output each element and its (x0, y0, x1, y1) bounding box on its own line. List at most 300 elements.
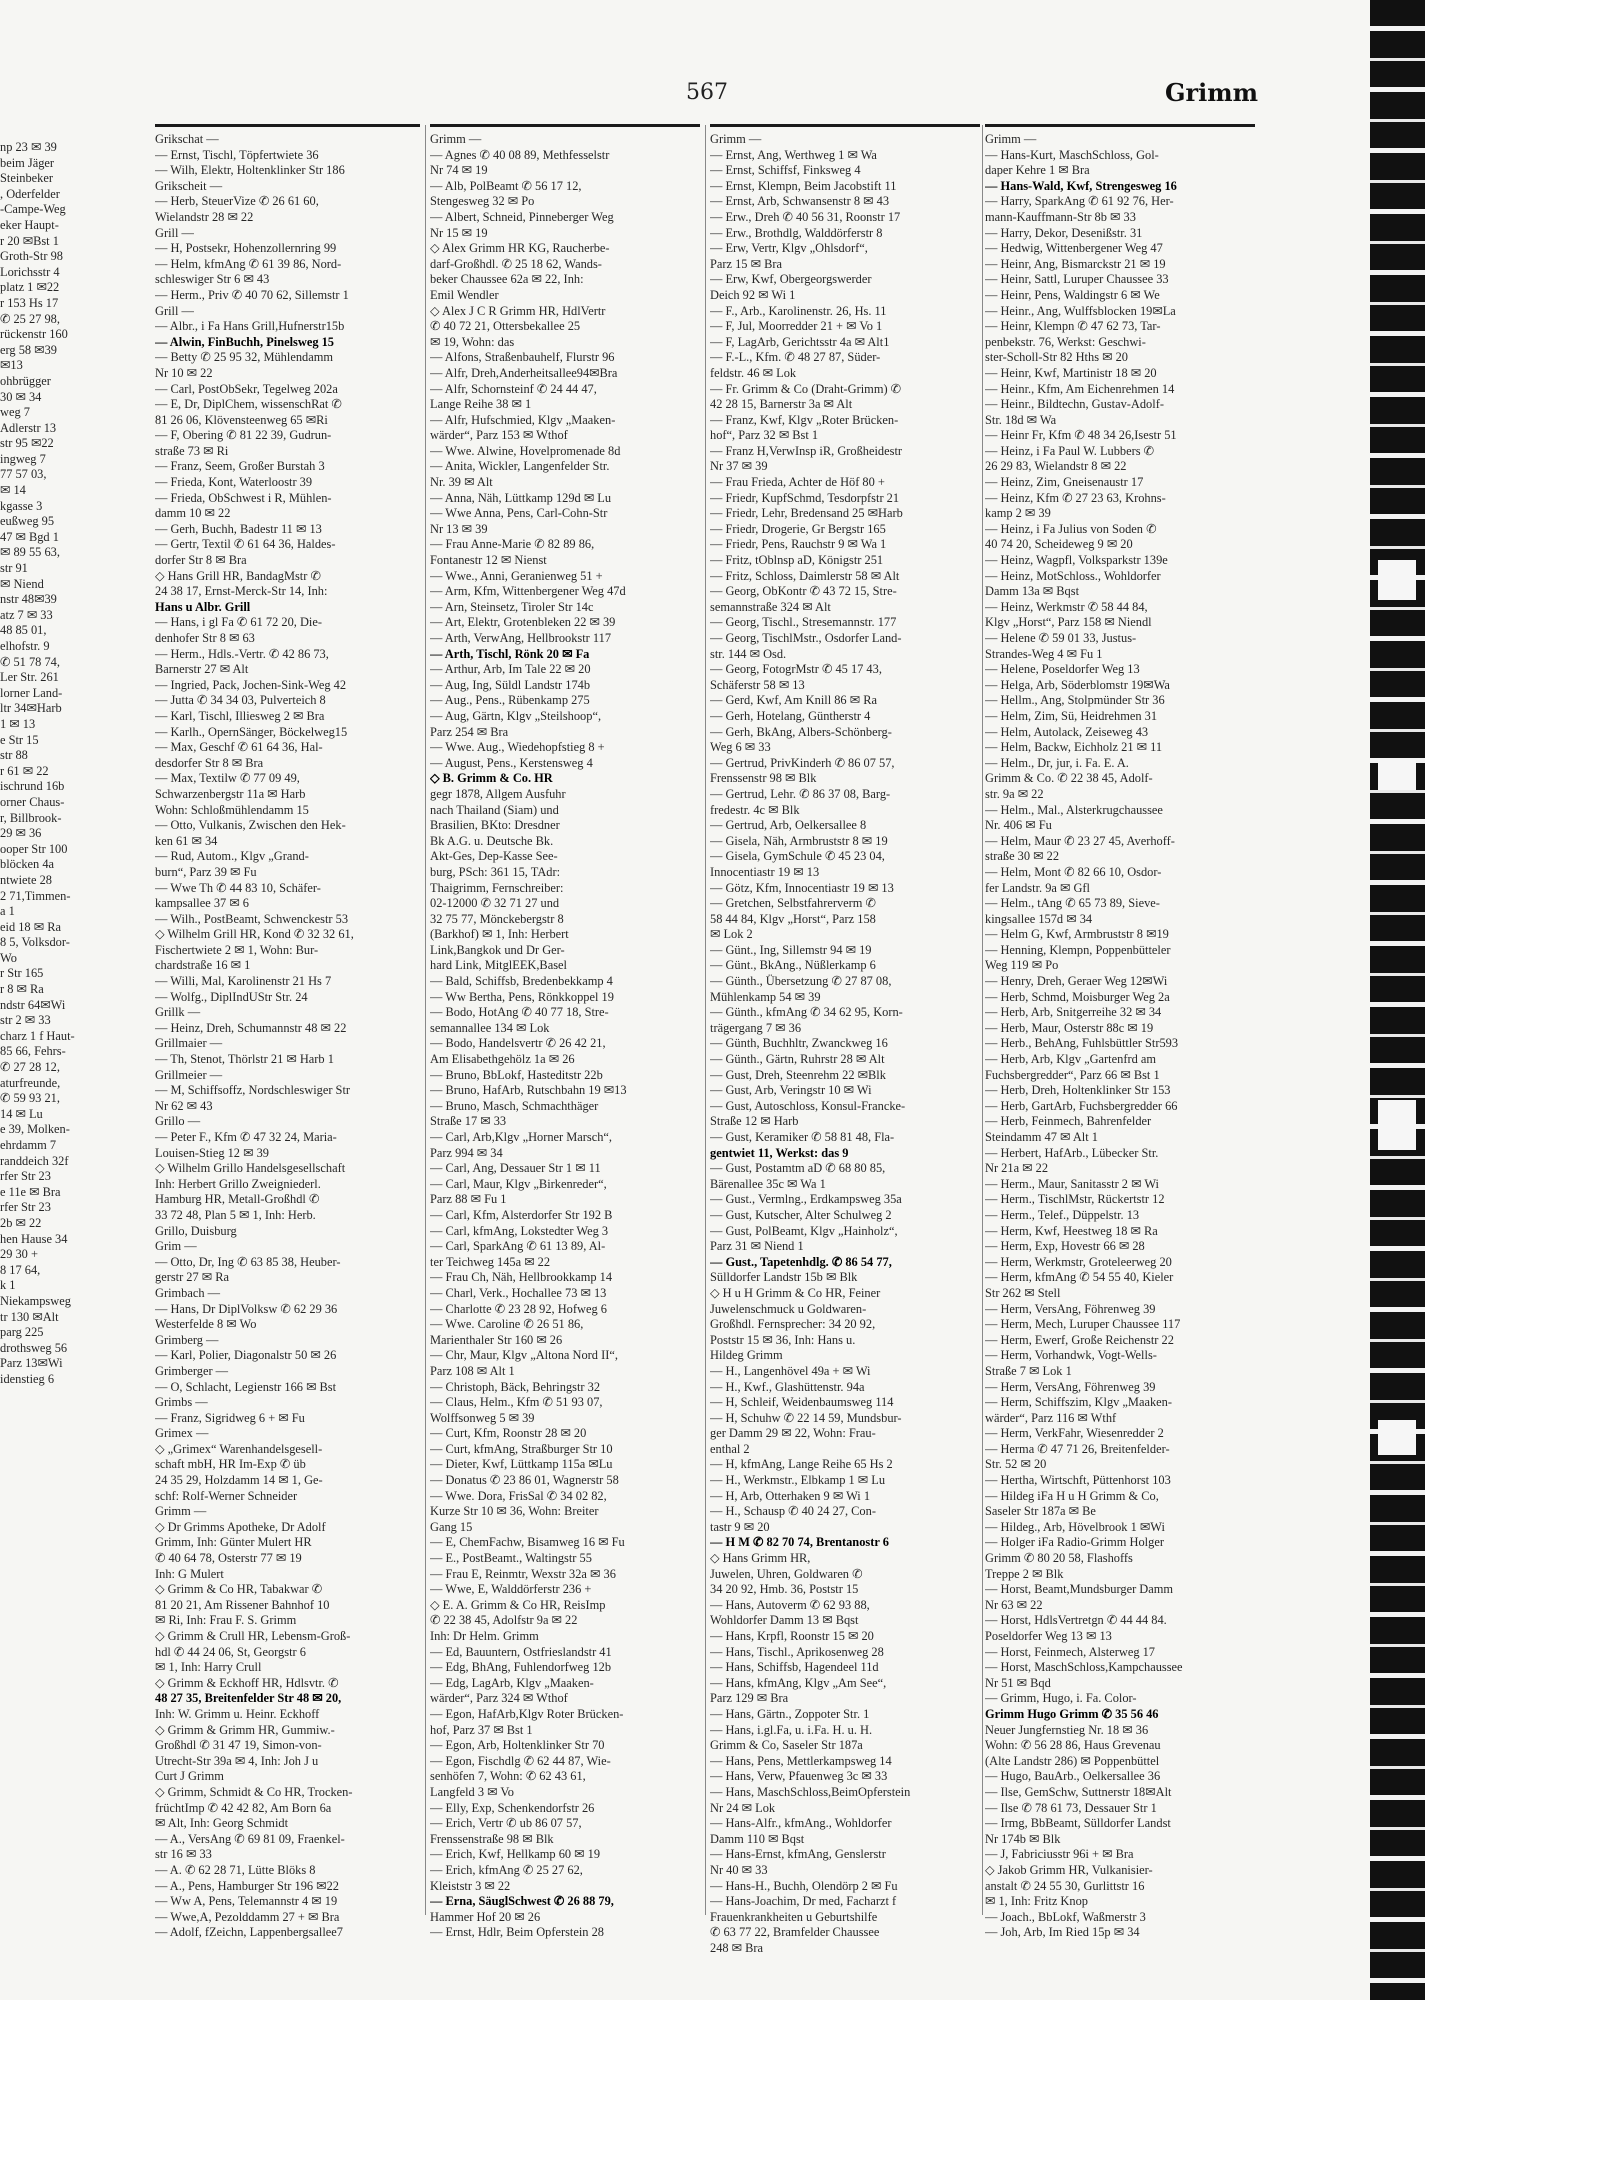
directory-line: Grimm — (155, 1504, 207, 1519)
directory-line: — Gust, Dreh, Steenrehm 22 ✉Blk (710, 1067, 886, 1082)
directory-line: Poststr 15 ✉ 36, Inh: Hans u. (710, 1332, 856, 1347)
directory-line: Steinbeker (0, 171, 53, 186)
directory-line: — Herb., BehAng, Fuhlsbüttler Str593 (985, 1036, 1179, 1051)
directory-line: — Helm, Autolack, Zeiseweg 43 (985, 724, 1149, 739)
directory-line: Grill — (155, 303, 194, 318)
directory-line: — Hans, Schiffsb, Hagendeel 11d (710, 1660, 879, 1675)
directory-line: r, Billbrook- (0, 810, 62, 825)
directory-line: — Art, Elektr, Grotenbleken 22 ✉ 39 (430, 615, 616, 630)
directory-line: Parz 994 ✉ 34 (430, 1145, 503, 1160)
directory-line: — Edg, BhAng, Fuhlendorfweg 12b (430, 1660, 612, 1675)
directory-line: str. 9a ✉ 22 (985, 786, 1044, 801)
directory-line: 26 29 83, Wielandstr 8 ✉ 22 (985, 459, 1127, 474)
directory-line: — Carl, Kfm, Alsterdorfer Str 192 B (430, 1207, 613, 1222)
directory-line: Neuer Jungfernstieg Nr. 18 ✉ 36 (985, 1722, 1149, 1737)
directory-line: — Gertrud, Arb, Oelkersallee 8 (710, 818, 867, 833)
directory-line: ✉ 1, Inh: Harry Crull (155, 1660, 262, 1675)
directory-line: Akt-Ges, Dep-Kasse See- (430, 849, 558, 864)
directory-line: — Bodo, HotAng ✆ 40 77 18, Stre- (430, 1005, 609, 1020)
directory-line: Thaigrimm, Fernschreiber: (430, 880, 564, 895)
directory-line: — Gerd, Kwf, Am Knill 86 ✉ Ra (710, 693, 877, 708)
directory-line: — A., VersAng ✆ 69 81 09, Fraenkel- (155, 1831, 345, 1846)
directory-line: Grillmeier — (155, 1067, 223, 1082)
directory-line: — Franz, Kwf, Klgv „Roter Brücken- (710, 412, 899, 427)
directory-line: — Heinz, i Fa Paul W. Lubbers ✆ (985, 443, 1155, 458)
directory-line: Wolffsonweg 5 ✉ 39 (430, 1410, 535, 1425)
directory-line: kgasse 3 (0, 498, 43, 513)
directory-line: — Herb, SteuerVize ✆ 26 61 60, (155, 194, 319, 209)
directory-line: (Barkhof) ✉ 1, Inh: Herbert (430, 927, 569, 942)
directory-line: ◇ Alex Grimm HR KG, Raucherbe- (430, 241, 610, 256)
directory-line: r 153 Hs 17 (0, 295, 59, 310)
directory-line: — Erw., Brothdlg, Walddörferstr 8 (710, 225, 883, 240)
directory-line: parg 225 (0, 1325, 44, 1340)
directory-line: Nr 74 ✉ 19 (430, 163, 488, 178)
directory-line: desdorfer Str 8 ✉ Bra (155, 755, 264, 770)
directory-line: — Herm, kfmAng ✆ 54 55 40, Kieler (985, 1270, 1174, 1285)
directory-line: — Hans, Tischl., Aprikosenweg 28 (710, 1644, 884, 1659)
directory-line: senhöfen 7, Wohn: ✆ 62 43 61, (430, 1769, 586, 1784)
directory-line: 24 35 29, Holzdamm 14 ✉ 1, Ge- (155, 1473, 323, 1488)
directory-line: Grillmaier — (155, 1036, 223, 1051)
directory-line: — O, Schlacht, Legienstr 166 ✉ Bst (155, 1379, 337, 1394)
directory-line: — H., Langenhövel 49a + ✉ Wi (710, 1363, 871, 1378)
directory-line: — Aug, Gärtn, Klgv „Steilshoop“, (430, 708, 602, 723)
directory-line: — Gertrud, Lehr. ✆ 86 37 08, Barg- (710, 786, 891, 801)
directory-line: ◇ Grimm & Crull HR, Lebensm-Groß- (155, 1629, 351, 1643)
directory-line: — Günth., Gärtn, Ruhrstr 28 ✉ Alt (710, 1052, 885, 1067)
directory-line: — Gust, Kutscher, Alter Schulweg 2 (710, 1207, 892, 1222)
directory-line: Hamburg HR, Metall-Großhdl ✆ (155, 1192, 320, 1207)
directory-line: ✉ 19, Wohn: das (430, 334, 515, 349)
directory-line: fer Landstr. 9a ✉ Gfl (985, 880, 1090, 895)
directory-line: — H, Schleif, Weidenbaumsweg 114 (710, 1395, 894, 1410)
directory-line: — Max, Textilw ✆ 77 09 49, (155, 771, 300, 786)
directory-line: — Herma ✆ 47 71 26, Breitenfelder- (985, 1441, 1170, 1456)
directory-line: ✉ Alt, Inh: Georg Schmidt (155, 1816, 289, 1831)
directory-line: str. 144 ✉ Osd. (710, 646, 787, 661)
directory-line: ✉ 89 55 63, (0, 545, 60, 560)
header-rule (430, 124, 700, 127)
directory-line: — Gust, Postamtm aD ✆ 68 80 85, (710, 1161, 886, 1176)
directory-column-2 (430, 132, 700, 1941)
directory-line: Link,Bangkok und Dr Ger- (430, 942, 565, 957)
directory-line: — F, Jul, Moorredder 21 + ✉ Vo 1 (710, 319, 883, 334)
directory-line: ◇ Grimm & Eckhoff HR, Hdlsvtr. ✆ (155, 1675, 339, 1690)
directory-line: — Hans, Autoverm ✆ 62 93 88, (710, 1597, 870, 1612)
directory-line: Grikschat — (155, 132, 219, 146)
directory-line: kampsallee 37 ✉ 6 (155, 896, 249, 911)
directory-line: schf: Rolf-Werner Schneider (155, 1488, 298, 1503)
directory-line: — Herbert, HafArb., Lübecker Str. (985, 1145, 1159, 1160)
directory-line: — Ww Bertha, Pens, Rönkkoppel 19 (430, 989, 614, 1004)
directory-line: — Helm, Backw, Eichholz 21 ✉ 11 (985, 740, 1163, 755)
directory-line: Nr 174b ✉ Blk (985, 1831, 1061, 1846)
directory-line: — Herb, Arb, Klgv „Gartenfrd am (985, 1052, 1157, 1067)
directory-line: — Irmg, BbBeamt, Sülldorfer Landst (985, 1816, 1171, 1831)
directory-line: — Helene ✆ 59 01 33, Justus- (985, 631, 1137, 645)
directory-line: — A. ✆ 62 28 71, Lütte Blöks 8 (155, 1862, 316, 1877)
directory-line: ✆ 25 27 98, (0, 311, 60, 326)
directory-line: tr 130 ✉Alt (0, 1309, 59, 1324)
directory-line: — Herm., Priv ✆ 40 70 62, Sillemstr 1 (155, 287, 349, 302)
directory-line: — Carl, SparkAng ✆ 61 13 89, Al- (430, 1239, 606, 1254)
directory-line: dorfer Str 8 ✉ Bra (155, 553, 247, 568)
directory-line: rfer Str 23 (0, 1169, 51, 1184)
directory-line: Stengesweg 32 ✉ Po (430, 194, 535, 209)
directory-line: Wohn: Schloßmühlendamm 15 (155, 802, 309, 817)
directory-line: drothsweg 56 (0, 1340, 68, 1355)
directory-line: Juwelen, Uhren, Goldwaren ✆ (710, 1566, 863, 1581)
directory-line: feldstr. 46 ✉ Lok (710, 365, 797, 380)
directory-column-4 (985, 132, 1255, 1941)
directory-line: -Campe-Weg (0, 202, 66, 217)
directory-line: Ler Str. 261 (0, 670, 59, 685)
directory-line: — Wwe. Dora, FrisSal ✆ 34 02 82, (430, 1488, 607, 1503)
directory-line: wärder“, Parz 116 ✉ Wthf (985, 1410, 1117, 1425)
directory-line: — Hans, Pens, Mettlerkampsweg 14 (710, 1753, 892, 1768)
directory-line: Hans u Albr. Grill (155, 599, 251, 614)
directory-line: — Wwe, E, Walddörferstr 236 + (430, 1582, 592, 1597)
directory-line: Nr 51 ✉ Bqd (985, 1675, 1051, 1690)
directory-line: — E, Dr, DiplChem, wissenschRat ✆ (155, 397, 342, 412)
directory-line: — Charlotte ✆ 23 28 92, Hofweg 6 (430, 1301, 607, 1316)
directory-line: Brasilien, BKto: Dresdner (430, 818, 560, 833)
header-rule (985, 124, 1255, 127)
directory-line: Niekampsweg (0, 1293, 71, 1308)
directory-line: Schwarzenbergstr 11a ✉ Harb (155, 786, 306, 801)
directory-line: Adlerstr 13 (0, 420, 57, 435)
directory-line: — Friedr, KupfSchmd, Tesdorpfstr 21 (710, 490, 900, 505)
directory-line: — Georg, TischlMstr., Osdorfer Land- (710, 631, 902, 645)
directory-line: ◇ „Grimex“ Warenhandelsgesell- (155, 1441, 323, 1456)
directory-line: tastr 9 ✉ 20 (710, 1519, 770, 1534)
directory-line: — Claus, Helm., Kfm ✆ 51 93 07, (430, 1395, 603, 1410)
directory-line: — Heinr., Bildtechn, Gustav-Adolf- (985, 397, 1164, 412)
directory-line: Grillo — (155, 1114, 201, 1129)
directory-line: — Hans, i.gl.Fa, u. i.Fa. H. u. H. (710, 1722, 873, 1737)
directory-line: Nr 40 ✉ 33 (710, 1862, 768, 1877)
directory-line: Parz 31 ✉ Niend 1 (710, 1239, 804, 1254)
directory-line: Grikscheit — (155, 178, 223, 193)
directory-line: ✆ 40 64 78, Osterstr 77 ✉ 19 (155, 1551, 302, 1566)
directory-line: ehrdamm 7 (0, 1138, 57, 1152)
directory-line: atz 7 ✉ 33 (0, 607, 53, 622)
directory-line: — Aug, Ing, Süldl Landstr 174b (430, 677, 591, 692)
directory-line: str 16 ✉ 33 (155, 1847, 212, 1862)
directory-line: ✉ Lok 2 (710, 927, 753, 942)
directory-line: — Henry, Dreh, Geraer Weg 12✉Wi (985, 974, 1168, 989)
directory-line: Grimm ✆ 80 20 58, Flashoffs (985, 1551, 1133, 1566)
directory-line: — Wwe. Alwine, Hovelpromenade 8d (430, 443, 621, 458)
directory-line: — Gertrud, PrivKinderh ✆ 86 07 57, (710, 755, 895, 770)
directory-line: — Agnes ✆ 40 08 89, Methfesselstr (430, 147, 610, 162)
directory-line: — E., PostBeamt., Waltingstr 55 (430, 1551, 592, 1566)
directory-line: — Karlh., OpernSänger, Böckelweg15 (155, 724, 348, 739)
directory-line: ◇ Grimm & Co HR, Tabakwar ✆ (155, 1582, 323, 1597)
directory-line: — Hans-H., Buchh, Olendörp 2 ✉ Fu (710, 1878, 898, 1893)
directory-line: — Herm, VersAng, Föhrenweg 39 (985, 1301, 1156, 1316)
directory-line: — Donatus ✆ 23 86 01, Wagnerstr 58 (430, 1473, 619, 1488)
directory-line: Sülldorfer Landstr 15b ✉ Blk (710, 1270, 858, 1285)
directory-line: Inh: Herbert Grillo Zweigniederl. (155, 1176, 321, 1191)
directory-line: semannstraße 324 ✉ Alt (710, 599, 831, 614)
directory-line: — Bruno, Masch, Schmachthäger (430, 1098, 599, 1113)
directory-line: — Hellm., Ang, Stolpmünder Str 36 (985, 693, 1165, 708)
directory-line: Wielandstr 28 ✉ 22 (155, 209, 254, 224)
directory-line: weg 7 (0, 405, 30, 420)
directory-line: Schäferstr 58 ✉ 13 (710, 677, 805, 692)
directory-line: idenstieg 6 (0, 1371, 55, 1386)
directory-line: Str 262 ✉ Stell (985, 1285, 1061, 1300)
directory-line: — Herb, Schmd, Moisburger Weg 2a (985, 989, 1170, 1004)
directory-line: — Ernst, Schiffsf, Finksweg 4 (710, 163, 861, 178)
directory-line: — Arth, VerwAng, Hellbrookstr 117 (430, 631, 612, 645)
directory-line: — Hedwig, Wittenbergener Weg 47 (985, 241, 1163, 256)
directory-line: r 61 ✉ 22 (0, 763, 49, 778)
directory-line: — Hans, Krpfl, Roonstr 15 ✉ 20 (710, 1629, 874, 1643)
directory-line: — Alwin, FinBuchh, Pinelsweg 15 (155, 334, 335, 349)
directory-line: — Gisela, Näh, Armbruststr 8 ✉ 19 (710, 833, 888, 848)
directory-line: — August, Pens., Kerstensweg 4 (430, 755, 593, 770)
directory-line: — Ed, Bauuntern, Ostfrieslandstr 41 (430, 1644, 612, 1659)
directory-line: — Carl, kfmAng, Lokstedter Weg 3 (430, 1223, 609, 1238)
directory-line: — Herb, GartArb, Fuchsbergredder 66 (985, 1098, 1178, 1113)
directory-line: — Helm, Maur ✆ 23 27 45, Averhoff- (985, 833, 1175, 848)
directory-line: 58 44 84, Klgv „Horst“, Parz 158 (710, 911, 876, 926)
directory-line: , Oderfelder (0, 186, 60, 201)
directory-line: — Alb, PolBeamt ✆ 56 17 12, (430, 178, 582, 193)
cropped-left-column (0, 140, 88, 1388)
directory-line: — Herm, Mech, Luruper Chaussee 117 (985, 1317, 1181, 1332)
directory-line: Kurze Str 10 ✉ 36, Wohn: Breiter (430, 1504, 599, 1519)
directory-line: kamp 2 ✉ 39 (985, 506, 1051, 521)
directory-line: — Anita, Wickler, Langenfelder Str. (430, 459, 610, 474)
directory-line: Nr 63 ✉ 22 (985, 1597, 1043, 1612)
directory-line: str 95 ✉22 (0, 436, 54, 451)
directory-line: str 88 (0, 748, 28, 763)
directory-line: r 8 ✉ Ra (0, 982, 44, 997)
directory-line: straße 30 ✉ 22 (985, 849, 1060, 864)
directory-line: — Herm, Kwf, Heestweg 18 ✉ Ra (985, 1223, 1158, 1238)
directory-line: — Frieda, ObSchwest i R, Mühlen- (155, 490, 332, 505)
directory-line: ger Damm 29 ✉ 22, Wohn: Frau- (710, 1426, 876, 1441)
directory-line: Inh: W. Grimm u. Heinr. Eckhoff (155, 1706, 320, 1721)
directory-line: Hammer Hof 20 ✉ 26 (430, 1909, 541, 1924)
directory-line: — Herb, Arb, Snitgerreihe 32 ✉ 34 (985, 1005, 1162, 1020)
directory-line: 32 75 77, Mönckebergstr 8 (430, 911, 564, 926)
directory-line: — Fr. Grimm & Co (Draht-Grimm) ✆ (710, 381, 902, 396)
directory-line: charz 1 f Haut- (0, 1028, 75, 1043)
directory-line: — Günth, Buchhltr, Zwanckweg 16 (710, 1036, 888, 1051)
directory-line: ◇ Wilhelm Grillo Handelsgesellschaft (155, 1161, 346, 1176)
directory-line: — Georg, ObKontr ✆ 43 72 15, Stre- (710, 584, 897, 599)
directory-line: ✆ 22 38 45, Adolfstr 9a ✉ 22 (430, 1613, 578, 1628)
directory-line: — Grimm, Hugo, i. Fa. Color- (985, 1691, 1137, 1706)
directory-line: wärder“, Parz 153 ✉ Wthof (430, 428, 568, 443)
directory-line: — Frau Ch, Näh, Hellbrookkamp 14 (430, 1270, 613, 1285)
directory-line: gerstr 27 ✉ Ra (155, 1270, 230, 1285)
running-head: Grimm (1165, 78, 1259, 107)
directory-line: — Horst, HdlsVertretgn ✆ 44 44 84. (985, 1613, 1167, 1628)
directory-line: — Herb, Dreh, Holtenklinker Str 153 (985, 1083, 1171, 1098)
directory-line: rückenstr 160 (0, 327, 68, 342)
directory-line: — Otto, Vulkanis, Zwischen den Hek- (155, 818, 346, 833)
directory-column-1 (155, 132, 420, 1941)
directory-line: ischrund 16b (0, 779, 65, 794)
directory-line: — M, Schiffsoffz, Nordschleswiger Str (155, 1083, 351, 1098)
directory-line: Frauenkrankheiten u Geburtshilfe (710, 1909, 878, 1924)
directory-line: — Franz, Seem, Großer Burstah 3 (155, 459, 325, 474)
directory-line: — Dieter, Kwf, Lüttkamp 115a ✉Lu (430, 1457, 613, 1472)
directory-line: 248 ✉ Bra (710, 1940, 764, 1955)
directory-line: 1 ✉ 13 (0, 716, 36, 731)
directory-line: Poseldorfer Weg 13 ✉ 13 (985, 1629, 1112, 1643)
directory-line: — Gust, Autoschloss, Konsul-Francke- (710, 1098, 906, 1113)
directory-line: trägergang 7 ✉ 36 (710, 1020, 802, 1035)
directory-line: — Edg, LagArb, Klgv „Maaken- (430, 1675, 594, 1690)
directory-line: Fuchsbergredder“, Parz 66 ✉ Bst 1 (985, 1067, 1160, 1082)
directory-line: schaft mbH, HR Im-Exp ✆ üb (155, 1457, 306, 1472)
directory-line: — Erw, Kwf, Obergeorgswerder (710, 272, 872, 287)
directory-line: — Gust, PolBeamt, Klgv „Hainholz“, (710, 1223, 898, 1238)
directory-line: str 91 (0, 561, 28, 576)
directory-line: Nr 10 ✉ 22 (155, 365, 213, 380)
directory-line: — Erich, kfmAng ✆ 25 27 62, (430, 1862, 583, 1877)
directory-line: — Christoph, Bäck, Behringstr 32 (430, 1379, 601, 1394)
directory-line: — Franz, Sigridweg 6 + ✉ Fu (155, 1410, 305, 1425)
directory-line: — Helm., tAng ✆ 65 73 89, Sieve- (985, 896, 1160, 911)
directory-line: — Helene, Poseldorfer Weg 13 (985, 662, 1140, 677)
directory-line: 47 ✉ Bgd 1 (0, 529, 59, 544)
directory-line: rfer Str 23 (0, 1200, 51, 1215)
directory-line: 29 ✉ 36 (0, 826, 42, 841)
directory-line: Grimm, Inh: Günter Mulert HR (155, 1535, 312, 1550)
directory-line: Nr. 39 ✉ Alt (430, 475, 493, 490)
directory-line: — Hildeg., Arb, Hövelbrook 1 ✉Wi (985, 1519, 1165, 1534)
directory-line: Nr. 406 ✉ Fu (985, 818, 1052, 833)
directory-line: e 39, Molken- (0, 1122, 70, 1137)
directory-line: Parz 129 ✉ Bra (710, 1691, 789, 1706)
directory-line: ✉ Niend (0, 576, 44, 591)
directory-line: blöcken 4a (0, 857, 55, 872)
directory-line: — Wwe Anna, Pens, Carl-Cohn-Str (430, 506, 608, 521)
directory-line: — Wwe. Caroline ✆ 26 51 86, (430, 1317, 584, 1332)
directory-line: Grimm — (985, 132, 1037, 146)
directory-line: — Horst, Feinmech, Alsterweg 17 (985, 1644, 1156, 1659)
directory-line: Saseler Str 187a ✉ Be (985, 1504, 1096, 1519)
directory-line: — Arn, Steinsetz, Tiroler Str 14c (430, 599, 594, 614)
directory-line: Steindamm 47 ✉ Alt 1 (985, 1130, 1098, 1144)
column-divider (425, 125, 426, 1915)
directory-line: — Arthur, Arb, Im Tale 22 ✉ 20 (430, 662, 591, 677)
directory-line: enthal 2 (710, 1441, 750, 1456)
directory-line: denhofer Str 8 ✉ 63 (155, 631, 255, 645)
directory-line: Wohldorfer Damm 13 ✉ Bqst (710, 1613, 859, 1628)
directory-column-3 (710, 132, 980, 1956)
directory-line: — Hugo, BauArb., Oelkersallee 36 (985, 1769, 1161, 1784)
directory-line: Groth-Str 98 (0, 249, 63, 264)
directory-line: 48 27 35, Breitenfelder Str 48 ✉ 20, (155, 1691, 342, 1706)
directory-line: ✉ 14 (0, 483, 26, 498)
directory-line: Grimberger — (155, 1363, 229, 1378)
directory-line: — Herm, Vorhandwk, Vogt-Wells- (985, 1348, 1157, 1363)
directory-line: — Holger iFa Radio-Grimm Holger (985, 1535, 1164, 1550)
directory-line: Weg 6 ✉ 33 (710, 740, 771, 755)
directory-line: — Heinz, Zim, Gneisenaustr 17 (985, 475, 1144, 490)
directory-line: erg 58 ✉39 (0, 342, 57, 357)
directory-line: 77 57 03, (0, 467, 47, 482)
directory-line: — Alfr, Hufschmied, Klgv „Maaken- (430, 412, 616, 427)
directory-line: straße 73 ✉ Ri (155, 443, 229, 458)
directory-line: — Frau Frieda, Achter de Höf 80 + (710, 475, 885, 490)
directory-line: 40 74 20, Scheideweg 9 ✉ 20 (985, 537, 1133, 552)
directory-line: — Helga, Arb, Söderblomstr 19✉Wa (985, 677, 1170, 692)
directory-line: — Chr, Maur, Klgv „Altona Nord II“, (430, 1348, 618, 1363)
directory-line: Parz 13✉Wi (0, 1356, 63, 1371)
directory-line: Frenssenstr 98 ✉ Blk (710, 771, 817, 786)
directory-line: — Friedr, Pens, Rauchstr 9 ✉ Wa 1 (710, 537, 887, 552)
directory-line: — Carl, Arb,Klgv „Horner Marsch“, (430, 1130, 613, 1144)
directory-line: Str. 18d ✉ Wa (985, 412, 1057, 427)
directory-line: — Joach., BbLokf, Waßmerstr 3 (985, 1909, 1146, 1924)
directory-line: Langfeld 3 ✉ Vo (430, 1784, 514, 1799)
directory-line: lorner Land- (0, 685, 63, 700)
column-divider (705, 125, 706, 1915)
directory-line: — Albert, Schneid, Pinneberger Weg (430, 209, 614, 224)
directory-line: — Herm, VerkFahr, Wiesenredder 2 (985, 1426, 1164, 1441)
directory-line: — Albr., i Fa Hans Grill,Hufnerstr15b (155, 319, 345, 334)
directory-line: — Betty ✆ 25 95 32, Mühlendamm (155, 350, 333, 365)
directory-line: — Hildeg iFa H u H Grimm & Co, (985, 1488, 1159, 1503)
directory-line: daper Kehre 1 ✉ Bra (985, 163, 1090, 178)
directory-line: — Hans-Joachim, Dr med, Facharzt f (710, 1894, 897, 1909)
directory-line: ✉13 (0, 358, 23, 373)
directory-line: 8 17 64, (0, 1262, 41, 1277)
directory-line: — Wwe,A, Pezolddamm 27 + ✉ Bra (155, 1909, 340, 1924)
directory-line: Gang 15 (430, 1519, 473, 1534)
directory-line: Utrecht-Str 39a ✉ 4, Inh: Joh J u (155, 1753, 319, 1768)
directory-line: — Max, Geschf ✆ 61 64 36, Hal- (155, 740, 323, 755)
directory-line: ◇ Dr Grimms Apotheke, Dr Adolf (155, 1519, 326, 1534)
directory-line: — Bruno, HafArb, Rutschbahn 19 ✉13 (430, 1083, 627, 1098)
directory-line: ◇ Grimm, Schmidt & Co HR, Trocken- (155, 1784, 353, 1799)
directory-line: Großhdl. Fernsprecher: 34 20 92, (710, 1317, 876, 1332)
directory-line: ◇ B. Grimm & Co. HR (430, 771, 553, 786)
directory-line: — Gretchen, Selbstfahrerverm ✆ (710, 896, 876, 911)
directory-line: — H M ✆ 82 70 74, Brentanostr 6 (710, 1535, 889, 1550)
directory-line: — Curt, kfmAng, Straßburger Str 10 (430, 1441, 613, 1456)
directory-line: — Herm, Werkmstr, Groteleerweg 20 (985, 1254, 1172, 1269)
directory-line: — Wwe., Anni, Geranienweg 51 + (430, 568, 603, 583)
directory-line: — Friedr, Drogerie, Gr Bergstr 165 (710, 521, 886, 536)
directory-line: — Gisela, GymSchule ✆ 45 23 04, (710, 849, 885, 864)
directory-line: 42 28 15, Barnerstr 3a ✉ Alt (710, 397, 853, 412)
directory-line: — Th, Stenot, Thörlstr 21 ✉ Harb 1 (155, 1052, 334, 1067)
directory-line: — Herm, Ewerf, Große Reichenstr 22 (985, 1332, 1174, 1347)
directory-line: — Alfr, Schornsteinf ✆ 24 44 47, (430, 381, 597, 396)
directory-line: eid 18 ✉ Ra (0, 919, 61, 934)
directory-line: — Helm, kfmAng ✆ 61 39 86, Nord- (155, 256, 342, 271)
directory-line: a 1 (0, 904, 15, 919)
directory-line: r Str 165 (0, 966, 44, 981)
directory-line: orner Chaus- (0, 794, 65, 809)
directory-line: — Bodo, Handelsvertr ✆ 26 42 21, (430, 1036, 606, 1051)
directory-line: — Alfons, Straßenbauhelf, Flurstr 96 (430, 350, 615, 365)
directory-line: — Ernst, Ang, Werthweg 1 ✉ Wa (710, 147, 877, 162)
directory-line: — J, Fabriciusstr 96i + ✉ Bra (985, 1847, 1134, 1862)
directory-line: — Gerh, Hotelang, Güntherstr 4 (710, 708, 871, 723)
